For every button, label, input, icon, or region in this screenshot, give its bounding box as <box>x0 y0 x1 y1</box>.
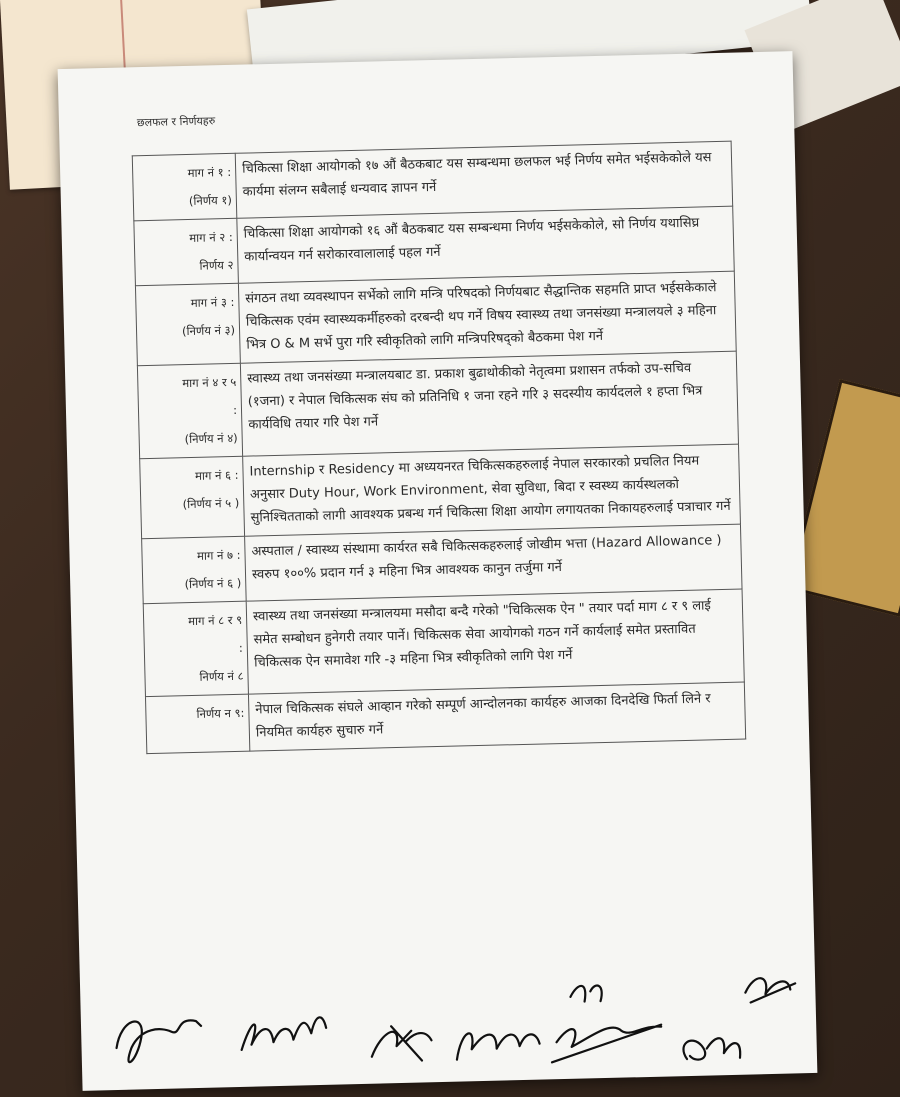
row-decision-text: संगठन तथा व्यवस्थापन सर्भेको लागि मन्त्रि परिषदको निर्णयबाट सैद्धान्तिक सहमति प्राप्त भईसकेकाले चिकित्सक एवंम स्वास्थ्यकर्मीहरुको दरबन्दी थप गर्ने विषय स्वास्थ्य तथा जनसंख्या मन्त्रालयले ३ महिना भित्र O & M सर्भे पुरा गरि स्वीकृतिको लागि मन्त्रिपरिषद्को बैठकमा पेश गर्ने <box>238 271 736 363</box>
row-label-line: माग नं ७ : <box>196 547 241 563</box>
signature-7 <box>683 1038 740 1060</box>
signature-3 <box>371 1025 432 1061</box>
signature-2 <box>241 1017 327 1050</box>
row-label-line: (निर्णय नं ३) <box>181 322 236 339</box>
row-label-line: माग नं ४ र ५ <box>182 374 237 391</box>
row-label-line: माग नं ३ : <box>190 294 235 310</box>
row-label <box>135 283 240 365</box>
row-label-line: (निर्णय नं ६ ) <box>184 575 242 592</box>
signature-6 <box>570 985 602 1001</box>
decision-rows <box>132 141 745 753</box>
signature-4 <box>456 1032 540 1060</box>
decision-table <box>132 141 746 754</box>
row-label-line: निर्णय नं ८ <box>199 668 244 684</box>
row-label-line: (निर्णय नं ५ ) <box>182 495 240 512</box>
signatures <box>100 961 802 1088</box>
row-label-line: (निर्णय नं ४) <box>184 430 238 447</box>
document-heading: छलफल र निर्णयहरु <box>136 114 216 130</box>
row-decision-text: चिकित्सा शिक्षा आयोगको १७ औं बैठकबाट यस सम्बन्धमा छलफल भई निर्णय समेत भईसकेकोले यस कार्यमा संलग्न सबैलाई धन्यवाद ज्ञापन गर्ने <box>235 141 732 218</box>
decision-row <box>137 351 738 459</box>
row-label <box>132 153 237 220</box>
signature-8 <box>745 977 796 1002</box>
row-label-line: : <box>238 640 243 655</box>
decision-row <box>143 589 744 697</box>
row-label <box>140 456 245 538</box>
signature-5 <box>551 1025 662 1063</box>
row-decision-text: स्वास्थ्य तथा जनसंख्या मन्त्रालयमा मसौदा बन्दै गरेको "चिकित्सक ऐन " तयार पर्दा माग ८ र ९ लाई समेत सम्बोधन हुनेगरी तयार पार्ने। चिकित्सक सेवा आयोगको गठन गर्ने कार्यलाई समेत प्रस्तावित चिकित्सक ऐन समावेश गरि -३ महिना भित्र स्वीकृतिको लागि पेश गर्ने <box>246 589 744 694</box>
decision-row <box>135 271 736 366</box>
row-decision-text: स्वास्थ्य तथा जनसंख्या मन्त्रालयबाट डा. प्रकाश बुढाथोकीको नेतृत्वमा प्रशासन तर्फको उप-सचिव (१जना) र नेपाल चिकित्सक संघ को प्रतिनिधि १ जना रहने गरि ३ सदस्यीय कार्यदलले १ हप्ता भित्र कार्यविधि तयार गरि पेश गर्ने <box>240 351 738 456</box>
row-label-line: निर्णय न ९: <box>196 705 245 721</box>
signature-1 <box>116 1020 202 1063</box>
row-label-line: निर्णय २ <box>199 257 234 273</box>
row-label-line: माग नं ८ र ९ <box>187 612 243 629</box>
row-label-line: माग नं ६ : <box>194 467 239 483</box>
row-label-line: : <box>232 402 238 417</box>
decision-row <box>140 444 741 539</box>
row-decision-text: अस्पताल / स्वास्थ्य संस्थामा कार्यरत सबै चिकित्सकहरुलाई जोखीम भत्ता (Hazard Allowance ) स्वरुप १००% प्रदान गर्न ३ महिना भित्र आवश्यक कानुन तर्जुमा गर्ने <box>245 524 742 601</box>
row-label-line: माग नं १ : <box>187 164 232 180</box>
row-decision-text: चिकित्सा शिक्षा आयोगको १६ औं बैठकबाट यस सम्बन्धमा निर्णय भईसकेकोले, सो निर्णय यथासिघ्र कार्यान्वयन गर्न सरोकारवालालाई पहल गर्ने <box>237 206 734 283</box>
row-label <box>142 536 247 603</box>
row-label <box>134 218 239 285</box>
row-label <box>145 694 249 753</box>
row-label-line: माग नं २ : <box>189 229 233 245</box>
row-label-line: (निर्णय १) <box>188 192 233 208</box>
row-label <box>137 363 242 458</box>
row-label <box>143 601 248 696</box>
document-page <box>58 51 818 1091</box>
row-decision-text: नेपाल चिकित्सक संघले आव्हान गरेको सम्पूर्ण आन्दोलनका कार्यहरु आजका दिनदेखि फिर्ता लिने र नियमित कार्यहरु सुचारु गर्ने <box>248 682 745 751</box>
row-decision-text: Internship र Residency मा अध्ययनरत चिकित्सकहरुलाई नेपाल सरकारको प्रचलित नियम अनुसार Duty Hour, Work Environment, सेवा सुविधा, बिदा र स्वस्थ्य कार्यस्थलको सुनिश्चितताको लागी आवश्यक प्रबन्ध गर्न चिकित्सा शिक्षा आयोग लगायतका निकायहरुलाई पत्राचार गर्ने <box>243 444 741 536</box>
